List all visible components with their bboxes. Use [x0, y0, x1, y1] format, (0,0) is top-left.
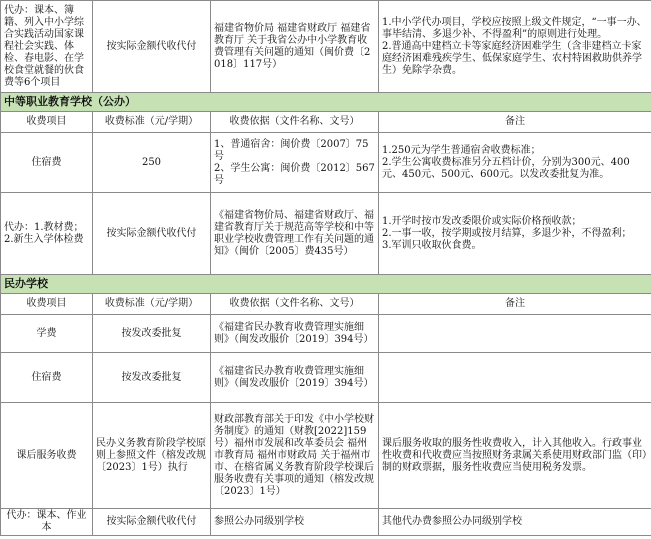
fee-standard-cell: 250: [93, 133, 211, 193]
fee-item-cell: 代办：课本、作业本: [1, 509, 93, 536]
fee-item-cell: 课后服务收费: [1, 403, 93, 509]
section-header-vocational: [1, 93, 651, 112]
fee-basis-cell: 参照公办同级别学校: [211, 509, 379, 536]
remark-line: 2.一事一收，按学期或按月结算，多退少补，不得盈利；: [382, 227, 632, 239]
fee-basis-cell: 《福建省民办教育收费管理实施细则》（闽发改服价〔2019〕394号）: [211, 315, 379, 353]
basis-line: 2、学生公寓：闽价费〔2012〕567号: [214, 162, 375, 186]
remark-line: 1.中小学代办项目，学校应按照上级文件规定，“一事一办、事毕结清、多退少补、不得盈利”的原则进行处理。: [382, 16, 647, 40]
fee-item-cell: 住宿费: [1, 133, 93, 193]
fee-item-cell: 代办：课本、簿籍、列入中小学综合实践活动国家课程社会实践、体检、春电影、在学校食堂就餐的伙食费等6个项目: [1, 1, 93, 93]
fee-standard-cell: 按实际金额代收代付: [93, 193, 211, 275]
fee-remarks-cell: 其他代办费参照公办同级别学校: [379, 509, 651, 536]
table-row: [1, 315, 651, 353]
fee-remarks-cell: [379, 315, 651, 353]
fee-basis-cell: 福建省物价局 福建省财政厅 福建省教育厅 关于我省公办中小学教育收费管理有关问题的通知（闽价费〔2018〕117号）: [211, 1, 379, 93]
table-row: [1, 509, 651, 536]
fee-basis-cell: 《福建省民办教育收费管理实施细则》（闽发改服价〔2019〕394号）: [211, 353, 379, 403]
column-header-basis: 收费依据（文件名称、文号）: [211, 112, 379, 133]
column-header-item: 收费项目: [1, 112, 93, 133]
fee-remarks-cell: [379, 353, 651, 403]
section-title: 中等职业教育学校（公办）: [1, 93, 651, 112]
column-header-row: [1, 112, 651, 133]
fee-standard-cell: 按发改委批复: [93, 315, 211, 353]
fee-remarks-cell: 课后服务收取的服务性收费收入，计入其他收入。行政事业性收费和代收费应当按照财务隶属关系使用财政部门监（印）制的财政票据，服务性收费应当使用税务发票。: [379, 403, 651, 509]
fee-standard-cell: 按实际金额代收代付: [93, 509, 211, 536]
table-row: [1, 353, 651, 403]
column-header-standard: 收费标准（元/学期）: [93, 294, 211, 315]
remark-line: 1.开学时按市发改委限价或实际价格预收款；: [382, 215, 582, 227]
fee-remarks-cell: [379, 133, 651, 193]
fee-basis-cell: 《福建省物价局、福建省财政厅、福建省教育厅关于规范高等学校和中等职业学校收费管理工作有关问题的通知》（闽价〔2005〕费435号）: [211, 193, 379, 275]
item-line: 2.新生入学体检费: [4, 233, 84, 245]
fee-standard-cell: 民办义务教育阶段学校原则上参照文件（榕发改规〔2023〕1号）执行: [93, 403, 211, 509]
table-row: [1, 193, 651, 275]
table-row: [1, 403, 651, 509]
remark-line: 2.普通高中建档立卡等家庭经济困难学生（含非建档立卡家庭经济困难残疾学生、低保家庭学生、农村特困救助供养学生）免除学杂费。: [382, 40, 642, 76]
remark-line: 2.学生公寓收费标准另分五档计价，分别为300元、400元、450元、500元、600元。以发改委批复为准。: [382, 156, 630, 180]
fee-remarks-cell: [379, 1, 651, 93]
fee-standard-cell: 按发改委批复: [93, 353, 211, 403]
basis-line: 1、普通宿舍：闽价费〔2007〕75号: [214, 138, 369, 162]
column-header-item: 收费项目: [1, 294, 93, 315]
fee-item-cell: 学费: [1, 315, 93, 353]
column-header-standard: 收费标准（元/学期）: [93, 112, 211, 133]
fee-standard-cell: 按实际金额代收代付: [93, 1, 211, 93]
section-header-private: [1, 275, 651, 294]
table-row: [1, 1, 651, 93]
item-line: 代办：1.教材费；: [4, 221, 84, 233]
remark-line: 3.军训只收取伙食费。: [382, 239, 482, 251]
remark-line: 1.250元为学生普通宿舍收费标准；: [382, 144, 541, 156]
column-header-remarks: 备注: [379, 112, 651, 133]
fee-remarks-cell: [379, 193, 651, 275]
fee-basis-cell: 财政部教育部关于印发《中小学校财务制度》的通知（财教[2022]159号）福州市发展和改革委员会 福州市教育局 福州市财政局 关于福州市市、在榕省属义务教育阶段学校课后服务收费有关事项的通知（榕发改规〔2023〕1号）: [211, 403, 379, 509]
section-title: 民办学校: [1, 275, 651, 294]
column-header-remarks: 备注: [379, 294, 651, 315]
column-header-basis: 收费依据（文件名称、文号）: [211, 294, 379, 315]
table-row: [1, 133, 651, 193]
fee-item-cell: [1, 193, 93, 275]
column-header-row: [1, 294, 651, 315]
fee-item-cell: 住宿费: [1, 353, 93, 403]
fee-basis-cell: [211, 133, 379, 193]
